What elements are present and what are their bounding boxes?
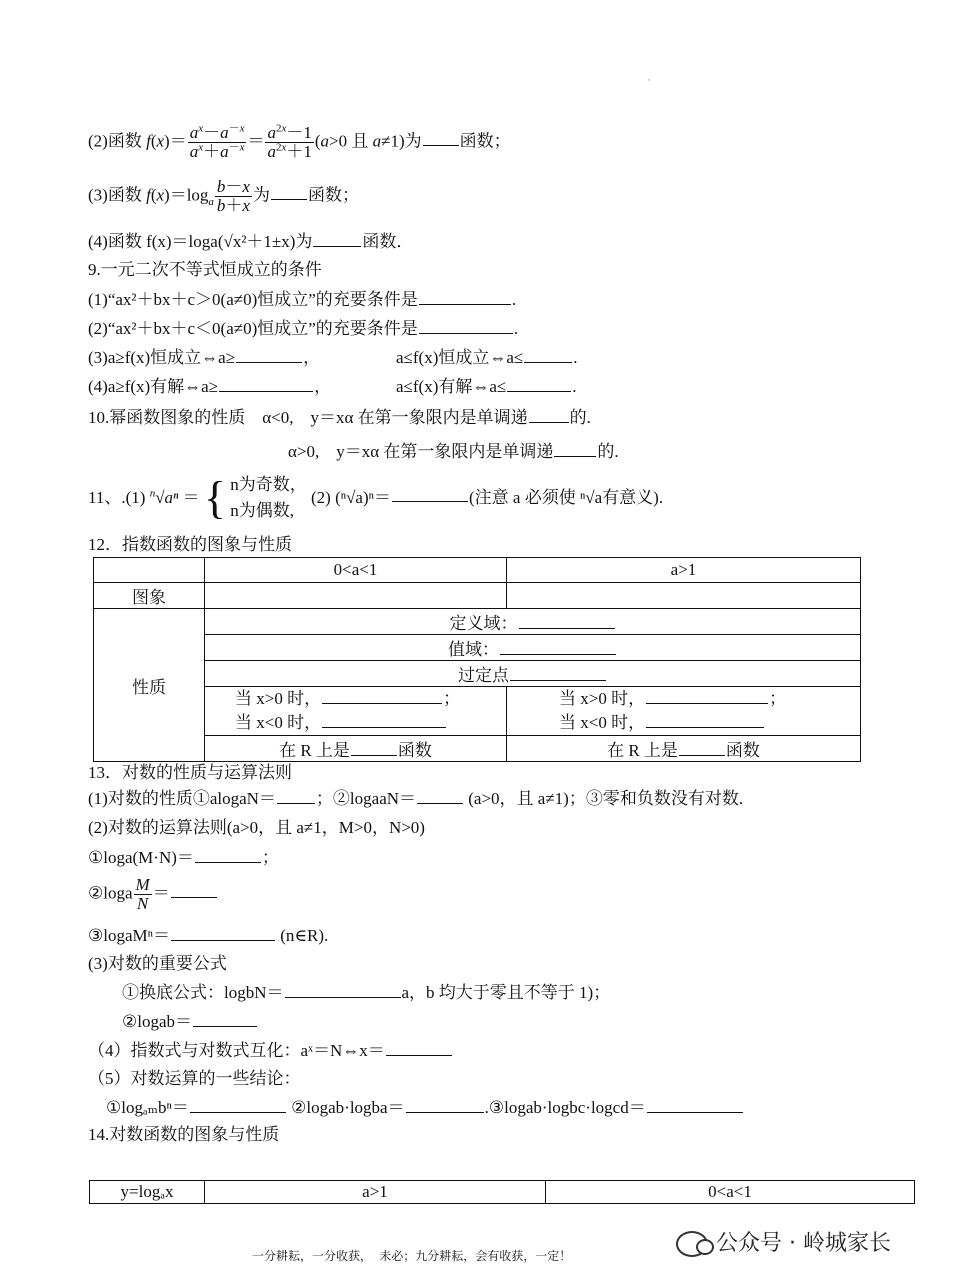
- blank[interactable]: [322, 712, 446, 728]
- blank[interactable]: [647, 1097, 743, 1113]
- blank[interactable]: [195, 847, 261, 863]
- item-3-line: (3)函数 $f(x)=\log_a$ $\frac{b-x}{b+x}$ 为 函数；: [88, 177, 359, 215]
- sign-cell-1: 当 x>0 时， ； 当 x<0 时，: [205, 687, 507, 736]
- s13-line-2c: ③logaMⁿ＝ (n∈R).: [88, 926, 329, 945]
- blank[interactable]: [271, 184, 307, 200]
- blank[interactable]: [313, 231, 361, 247]
- mono-cell-1: 在 R 上是 函数: [205, 736, 507, 762]
- s13-line-3b: ②logab＝: [122, 1011, 258, 1033]
- blank[interactable]: [529, 407, 569, 423]
- blank[interactable]: [171, 882, 217, 898]
- t14-c3: 0<a<1: [546, 1181, 915, 1204]
- blank[interactable]: [190, 1097, 286, 1113]
- s9-line-3b: a≤f(x)恒成立⇔a≤ .: [396, 348, 578, 367]
- footer-motto: 一分耕耘，一分收获， 未必；九分耕耘，会有收获，一定！: [252, 1249, 572, 1263]
- fixed-point-cell: 过定点: [205, 661, 861, 687]
- blank[interactable]: [417, 788, 463, 804]
- range-cell: 值域：: [205, 635, 861, 661]
- s13-line-4: （4）指数式与对数式互化：aˣ＝N⇔x＝: [88, 1040, 453, 1062]
- image-cell-2: [507, 583, 861, 609]
- row-props-label: 性质: [94, 609, 205, 762]
- s9-line-3: (3)a≥f(x)恒成立⇔a≥ ，: [88, 348, 321, 367]
- blank[interactable]: [277, 788, 315, 804]
- s13-line-1: (1)对数的性质①alogaN＝ ；②logaaN＝ (a>0，且 a≠1)；③零和负数没有对数.: [88, 789, 744, 808]
- s11-line: 11、.(1) $^n$√aⁿ ＝ { n为奇数， n为偶数, (2) (ⁿ√a)ⁿ＝ (注意 a 必须使 ⁿ√a有意义).: [88, 472, 664, 523]
- blank[interactable]: [646, 712, 764, 728]
- blank[interactable]: [419, 289, 511, 305]
- mono-cell-2: 在 R 上是 函数: [507, 736, 861, 762]
- header-0a1: 0<a<1: [205, 558, 507, 583]
- fraction-2: $\frac{a^{2x}-1}{a^{2x}+1}$: [267, 122, 312, 161]
- s13-line-5a: ①logₐₘbⁿ＝ ②logab·logba＝ .③logab·logbc·logcd＝: [106, 1097, 744, 1119]
- s13-line-3a: ①换底公式：logbN＝ a，b 均大于零且不等于 1)；: [122, 983, 611, 1002]
- s9-line-4b: a≤f(x)有解⇔a≤ .: [396, 377, 577, 396]
- header-a1: a>1: [507, 558, 861, 583]
- blank[interactable]: [510, 665, 606, 681]
- blank[interactable]: [423, 130, 459, 146]
- row-image-label: 图象: [94, 583, 205, 609]
- wechat-icon: [676, 1231, 708, 1257]
- blank[interactable]: [171, 925, 275, 941]
- item-4-line: (4)函数 f(x)＝loga(√x²＋1±x)为 函数．: [88, 232, 414, 251]
- s13-line-2: (2)对数的运算法则(a>0，且 a≠1，M>0，N>0): [88, 818, 425, 837]
- section-12-title: 12．指数函数的图象与性质: [88, 535, 292, 554]
- section-9-title: 9.一元二次不等式恒成立的条件: [88, 260, 322, 279]
- t14-c1: y=logₐx: [90, 1181, 205, 1204]
- s9-line-1: (1)“ax²＋bx＋c＞0(a≠0)恒成立”的充要条件是 .: [88, 290, 517, 309]
- blank[interactable]: [285, 982, 401, 998]
- watermark: 公众号 · 岭城家长: [676, 1226, 891, 1257]
- s13-line-3: (3)对数的重要公式: [88, 954, 227, 973]
- section-14-title: 14.对数函数的图象与性质: [88, 1125, 280, 1144]
- sign-cell-2: 当 x>0 时， ； 当 x<0 时，: [507, 687, 861, 736]
- blank[interactable]: [193, 1011, 257, 1027]
- blank[interactable]: [646, 688, 768, 704]
- blank[interactable]: [519, 613, 615, 629]
- s9-line-2: (2)“ax²＋bx＋c＜0(a≠0)恒成立”的充要条件是 .: [88, 319, 519, 338]
- blank[interactable]: [236, 347, 302, 363]
- domain-cell: 定义域：: [205, 609, 861, 635]
- blank[interactable]: [554, 441, 596, 457]
- s13-line-5: （5）对数运算的一些结论：: [88, 1069, 301, 1088]
- nth-root-expr: $^n$√aⁿ ＝: [149, 487, 200, 507]
- section-13-title: 13．对数的性质与运算法则: [88, 763, 292, 782]
- log-function-table: [89, 1180, 915, 1204]
- blank[interactable]: [406, 1097, 484, 1113]
- t14-c2: a>1: [205, 1181, 546, 1204]
- s9-line-4: (4)a≥f(x)有解⇔a≥ ，: [88, 377, 332, 396]
- fraction-1: $\frac{a^x-a^{-x}}{a^x+a^{-x}}$: [189, 122, 245, 161]
- fraction-mn: $\frac{M}{N}$: [135, 875, 150, 913]
- s13-line-2a: ①loga(M·N)＝ ；: [88, 848, 279, 867]
- s10-line-a: 10.幂函数图象的性质 α<0, y＝xα 在第一象限内是单调递 的.: [88, 408, 591, 427]
- blank[interactable]: [679, 740, 725, 756]
- blank[interactable]: [500, 639, 616, 655]
- blank[interactable]: [419, 318, 513, 334]
- corner-cell: [94, 558, 205, 583]
- s13-line-2b: ②loga $\frac{M}{N}$ ＝: [88, 876, 218, 913]
- header-mark: ': [648, 78, 650, 89]
- blank[interactable]: [322, 688, 442, 704]
- fraction-3: $\frac{b-x}{b+x}$: [216, 177, 250, 215]
- s10-line-b: α>0, y＝xα 在第一象限内是单调递 的.: [288, 442, 619, 461]
- blank[interactable]: [524, 347, 572, 363]
- item-2-line: (2)函数 f(x)＝ $\frac{a^x-a^{-x}}{a^x+a^{-x}}$ ＝ $\frac{a^{2x}-1}{a^{2x}+1}$ (a>0 且 a≠1)为 函数；: [88, 122, 511, 161]
- blank[interactable]: [351, 740, 397, 756]
- blank[interactable]: [392, 486, 468, 502]
- blank[interactable]: [386, 1040, 452, 1056]
- blank[interactable]: [507, 376, 571, 392]
- blank[interactable]: [219, 376, 313, 392]
- cases: n为奇数， n为偶数,: [230, 475, 307, 520]
- image-cell-1: [205, 583, 507, 609]
- brace: {: [203, 472, 226, 523]
- exp-function-table: [93, 557, 861, 762]
